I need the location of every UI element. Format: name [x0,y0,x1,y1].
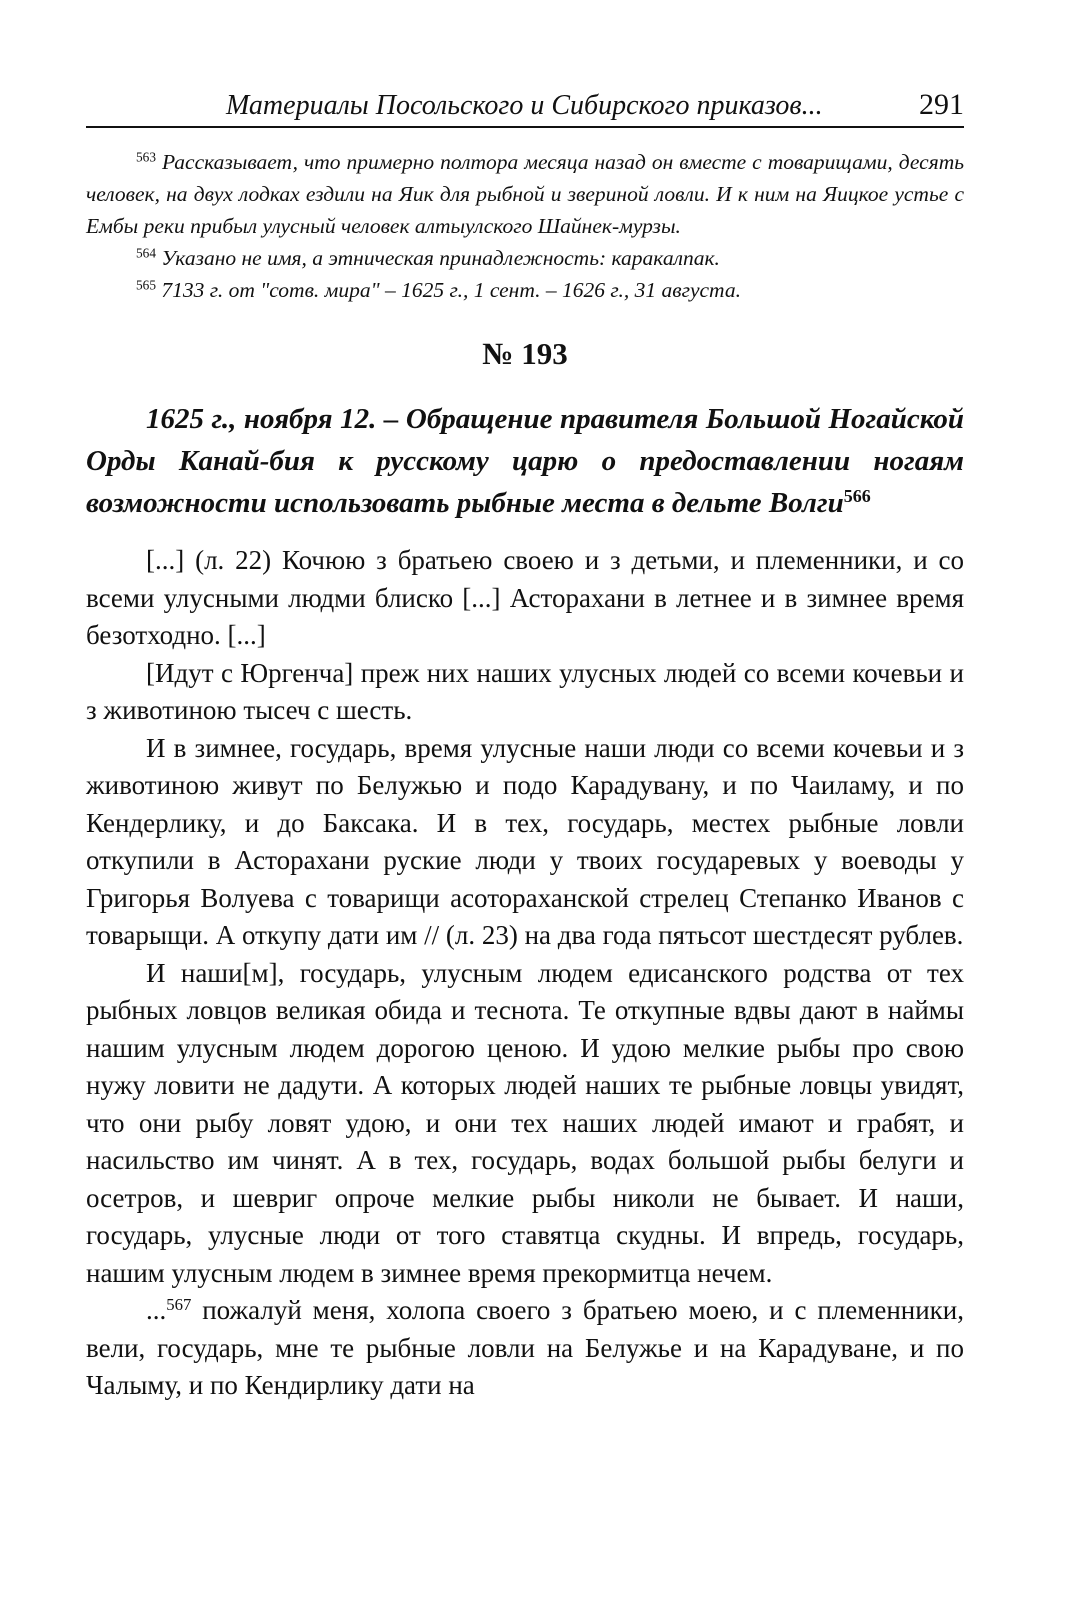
footnote-563 [86,146,964,242]
document-body [86,542,964,1405]
footnotes [86,146,964,306]
footnote-ref: 567 [166,1294,192,1314]
running-header [86,88,964,128]
footnote-text: Указано не имя, а этническая принадлежность: каракалпак. [161,246,720,270]
footnote-number: 565 [136,277,156,293]
paragraph [86,1292,964,1405]
paragraph-text: пожалуй меня, холопа своего з братьею моею, и с племенники, вели, государь, мне те рыбные ловли на Белужье и на Карадуване, и по Чалыму, и по Кендирлику дати на [86,1295,964,1400]
document-number: № 193 [482,336,568,371]
paragraph: [...] (л. 22) Кочюю з братьею своею и з детьми, и племенники, и со всеми улусными людми блиско [...] Асторахани в летнее и в зимнее время безотходно. [...] [86,545,964,650]
footnote-number: 563 [136,149,156,165]
document-heading-text: 1625 г., ноября 12. – Обращение правителя Большой Ногайской Орды Канай-бия к русскому царю о предоставлении ногаям возможности использовать рыбные места в дельте Волги [86,403,964,519]
running-title: Материалы Посольского и Сибирского приказов... [226,90,823,121]
footnote-number: 564 [136,245,156,261]
paragraph: И в зимнее, государь, время улусные наши люди со всеми кочевьи и з животиною живут по Белужью и подо Карадувану, и по Чаиламу, и по Кендерлику, и до Баксака. И в тех, государь, местех рыбные ловли откупили в Асторахани руские люди у твоих государевых у воеводы у Григорья Волуева с товарищи асотораханской стрелец Степанко Иванов с товарыщи. А откупу дати им // (л. 23) на два года пятьсот шестдесят рублев. [86,732,964,950]
heading-footnote-ref: 566 [843,486,871,507]
paragraph: И наши[м], государь, улусным людем едисанского родства от тех рыбных ловцов великая обида и теснота. Те откупные вдвы дают в наймы нашим улусным людем дорогою ценою. И удою мелкие рыбы про свою нужу ловити не дадути. А которых людей наших те рыбные ловцы увидят, что они рыбу ловят удою, и они тех наших людей имают и грабят, и насильство им чинят. А в тех, государь, водах большой рыбы белуги и осетров, и шевриг опроче мелкие рыбы николи не бывает. И наши, государь, улусные люди от того ставятца скудны. И впредь, государь, нашим улусным людем в зимнее время прекормитца нечем. [86,957,964,1288]
book-page [86,88,964,1405]
paragraph: [Идут с Юргенча] преж них наших улусных людей со всеми кочевьи и з животиною тысеч с шесть. [86,657,964,725]
document-heading [86,398,964,524]
page-number: 291 [919,88,964,121]
footnote-text: Рассказывает, что примерно полтора месяца назад он вместе с товарищами, десять человек, на двух лодках ездили на Яик для рыбной и звериной ловли. И к ним на Яицкое устье с Ембы реки прибыл улусный человек алтыулского Шайнек-мурзы. [86,150,965,238]
footnote-564 [86,242,964,274]
footnote-text: 7133 г. от "сотв. мира" – 1625 г., 1 сент. – 1626 г., 31 августа. [161,278,741,302]
footnote-565 [86,274,964,306]
ellipsis: ... [146,1295,167,1325]
